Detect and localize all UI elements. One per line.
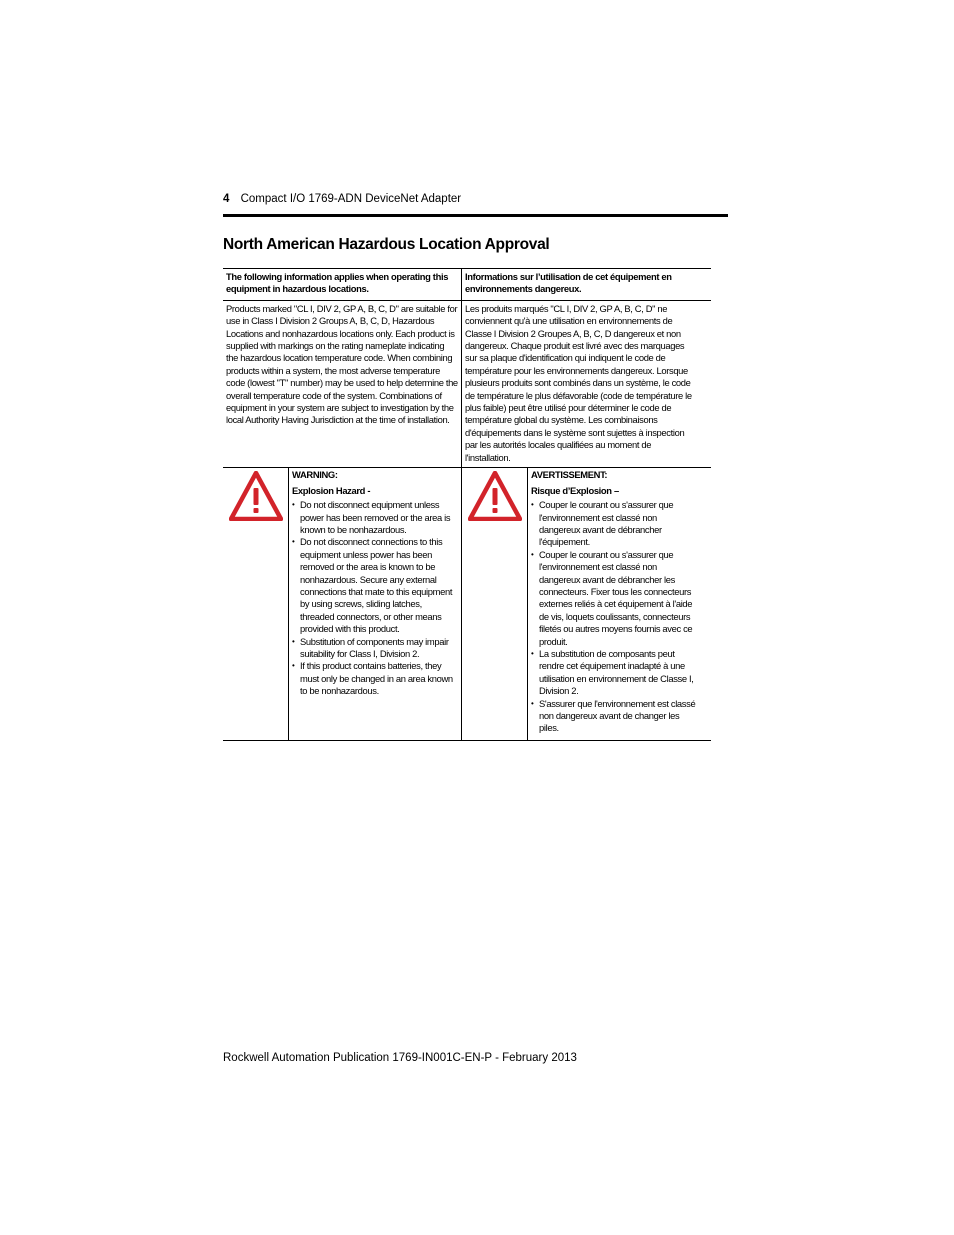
warning-subtitle: Explosion Hazard - — [292, 485, 371, 497]
warning-triangle-icon — [229, 471, 283, 521]
warning-label: WARNING: — [292, 469, 338, 481]
table-warning-row — [223, 467, 711, 740]
list-item: • If this product contains batteries, they must only be changed in an area known to be nonhazardous. — [292, 660, 458, 697]
page-number: 4 — [223, 193, 230, 205]
page-footer: Rockwell Automation Publication 1769-IN001C-EN-P - February 2013 — [223, 1052, 577, 1064]
warning-english — [223, 468, 462, 740]
list-item: • S'assurer que l'environnement est classé non dangereux avant de changer les piles. — [531, 698, 697, 735]
section-title: North American Hazardous Location Approval — [223, 236, 550, 253]
list-item: • Do not disconnect equipment unless power has been removed or the area is known to be nonhazardous. — [292, 499, 458, 536]
list-item: • Do not disconnect connections to this equipment unless power has been removed or the area is known to be nonhazardous. Secure any external connections that mate to this equipment by using screws, sliding latches, threaded connectors, or other means provided with this product. — [292, 536, 458, 635]
warning-subtitle: Risque d’Explosion – — [531, 485, 619, 497]
warning-bullets-english — [292, 499, 458, 698]
list-item: • Substitution of components may impair suitability for Class I, Division 2. — [292, 636, 458, 661]
table-header-row — [223, 269, 711, 300]
list-item: • Couper le courant ou s'assurer que l'environnement est classé non dangereux avant de débrancher les connecteurs. Fixer tous les connecteurs externes reliés à cet équipement à l'aide de vis, loquets coulissants, connecteurs filetés ou autres moyens fournis avec ce produit. — [531, 549, 697, 648]
document-title: Compact I/O 1769-ADN DeviceNet Adapter — [240, 193, 462, 205]
header-french: Informations sur l’utilisation de cet équipement en environnements dangereux. — [465, 271, 672, 295]
table-body-row — [223, 300, 711, 467]
warning-label: AVERTISSEMENT: — [531, 469, 608, 481]
body-english: Products marked "CL I, DIV 2, GP A, B, C, D" are suitable for use in Class I Division 2 Groups A, B, C, D, Hazardous Locations and nonhazardous locations only. Each product is supplied with markings on the rating nameplate indicating the hazardous location temperature code. When combining products within a system, the most adverse temperature code (lowest "T" number) may be used to help determine the overall temperature code of the system. Combinations of equipment in your system are subject to investigation by the local Authority Having Jurisdiction at the time of installation. — [223, 301, 462, 467]
header-english: The following information applies when operating this equipment in hazardous locations. — [223, 269, 462, 300]
header-rule — [223, 214, 728, 217]
list-item: • La substitution de composants peut rendre cet équipement inadapté à une utilisation en environnement de Classe I, Division 2. — [531, 648, 697, 698]
warning-french — [462, 468, 700, 740]
body-french: Les produits marqués "CL I, DIV 2, GP A, B, C, D" ne conviennent qu'à une utilisation en environnements de Classe I Division 2 Groupes A, B, C, D dangereux et non dangereux. Chaque produit est livré avec des marquages sur sa plaque d'identification qui indiquent le code de température pour les environnements dangereux. Lorsque plusieurs produits sont combinés dans un système, le code de température le plus défavorable (code de température le plus faible) peut être utilisé pour déterminer le code de température global du système. Les combinaisons d'équipements dans le système sont sujettes à inspection par les autorités locales qualifiées au moment de l'installation. — [465, 302, 692, 463]
warning-triangle-icon — [468, 471, 522, 521]
list-item: • Couper le courant ou s'assurer que l'environnement est classé non dangereux avant de débrancher l'équipement. — [531, 499, 697, 549]
warning-bullets-french — [531, 499, 697, 735]
page-header — [223, 193, 461, 205]
hazardous-location-table — [223, 268, 711, 741]
